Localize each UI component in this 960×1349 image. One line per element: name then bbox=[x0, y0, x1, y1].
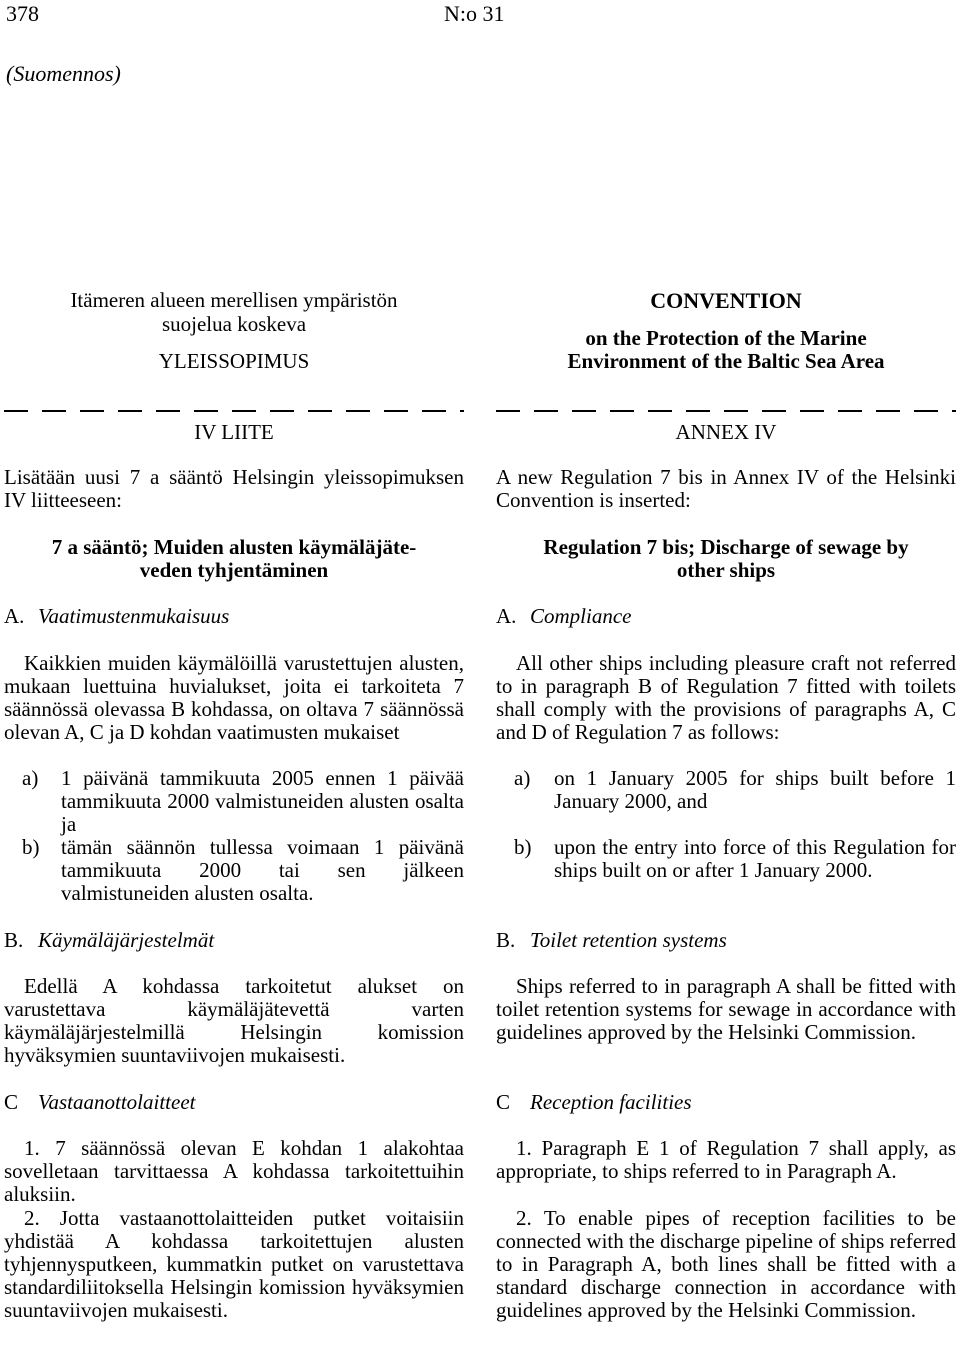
right-section-b-heading bbox=[496, 929, 956, 952]
left-section-c-para2: 2. Jotta vastaanottolaitteiden putket voitaisiin yhdistää A kohdassa tarkoitettujen alusten tyhjennysputkeen, kummatkin putket on varustettava standardiliitoksella Helsingin komission hyväksymien suuntaviivojen mukaisesti. bbox=[4, 1206, 464, 1322]
right-annex-heading: ANNEX IV bbox=[675, 420, 777, 444]
left-section-a-text: Kaikkien muiden käymälöillä varustettujen alusten, mukaan luettuina huvialukset, joita ei tarkoiteta 7 säännössä olevassa B kohdassa, on oltava 7 säännössä olevan A, C ja D kohdan vaatimusten mukaiset bbox=[4, 651, 464, 744]
list-marker: a) bbox=[514, 766, 531, 790]
left-title-line1: Itämeren alueen merellisen ympäristön bbox=[70, 288, 398, 312]
section-letter: A. bbox=[496, 604, 517, 628]
right-section-a-text: All other ships including pleasure craft not referred to in paragraph B of Regulation 7 fitted with toilets shall comply with the provisions of paragraphs A, C and D of Regulation 7 as follows: bbox=[496, 651, 956, 744]
left-annex-heading: IV LIITE bbox=[194, 420, 274, 444]
section-letter: C bbox=[4, 1090, 19, 1114]
left-intro: Lisätään uusi 7 a sääntö Helsingin yleissopimuksen IV liitteeseen: bbox=[4, 465, 464, 512]
right-title-line1: CONVENTION bbox=[650, 288, 802, 313]
section-title: Reception facilities bbox=[530, 1090, 692, 1114]
section-letter: B. bbox=[4, 928, 24, 952]
left-section-a-heading bbox=[4, 605, 464, 628]
list-marker: b) bbox=[22, 835, 40, 859]
left-section-c-para1: 1. 7 säännössä olevan E kohdan 1 alakohtaa sovelletaan tarvittaessa A kohdassa tarkoitettuihin aluksiin. bbox=[4, 1136, 464, 1206]
list-text: upon the entry into force of this Regulation for ships built on or after 1 January 2000. bbox=[554, 835, 956, 882]
section-letter: A. bbox=[4, 604, 25, 628]
section-letter: C bbox=[496, 1090, 511, 1114]
section-title: Vastaanottolaitteet bbox=[38, 1090, 196, 1114]
section-title: Toilet retention systems bbox=[530, 928, 727, 952]
left-section-c-heading bbox=[4, 1091, 464, 1114]
section-title: Käymäläjärjestelmät bbox=[38, 928, 215, 952]
left-regulation-title-l2: veden tyhjentäminen bbox=[139, 558, 329, 582]
left-regulation-title-l1: 7 a sääntö; Muiden alusten käymäläjäte- bbox=[51, 535, 417, 559]
list-text: on 1 January 2005 for ships built before 1 January 2000, and bbox=[554, 766, 956, 813]
issue-number: N:o 31 bbox=[444, 1, 505, 26]
right-section-c-para1: 1. Paragraph E 1 of Regulation 7 shall apply, as appropriate, to ships referred to in Paragraph A. bbox=[496, 1136, 956, 1183]
right-regulation-title-l1: Regulation 7 bis; Discharge of sewage by bbox=[543, 535, 909, 559]
list-text: 1 päivänä tammikuuta 2005 ennen 1 päivää tammikuuta 2000 valmistuneiden alusten osalta ja bbox=[61, 766, 464, 836]
page-number: 378 bbox=[6, 1, 39, 26]
section-title: Vaatimustenmukaisuus bbox=[38, 604, 230, 628]
left-section-b-heading bbox=[4, 929, 464, 952]
translation-note: (Suomennos) bbox=[6, 61, 121, 86]
right-dashed-rule bbox=[496, 400, 956, 412]
right-section-b-text: Ships referred to in paragraph A shall be fitted with toilet retention systems for sewage in accordance with guidelines approved by the Helsinki Commission. bbox=[496, 974, 956, 1044]
left-title-line2: suojelua koskeva bbox=[161, 312, 307, 336]
right-intro: A new Regulation 7 bis in Annex IV of the Helsinki Convention is inserted: bbox=[496, 465, 956, 512]
list-marker: a) bbox=[22, 766, 39, 790]
right-section-a-heading bbox=[496, 605, 956, 628]
section-title: Compliance bbox=[530, 604, 632, 628]
left-section-b-text: Edellä A kohdassa tarkoitetut alukset on varustettava käymäläjätevettä varten käymäläjärjestelmillä Helsingin komission hyväksymien suuntaviivojen mukaisesti. bbox=[4, 974, 464, 1067]
list-marker: b) bbox=[514, 835, 532, 859]
right-section-c-heading bbox=[496, 1091, 956, 1114]
list-text: tämän säännön tullessa voimaan 1 päivänä tammikuuta 2000 tai sen jälkeen valmistuneiden alusten osalta. bbox=[61, 835, 464, 905]
right-title-line3: Environment of the Baltic Sea Area bbox=[567, 349, 885, 373]
right-regulation-title-l2: other ships bbox=[676, 558, 776, 582]
right-title-line2: on the Protection of the Marine bbox=[585, 326, 867, 350]
section-letter: B. bbox=[496, 928, 516, 952]
left-dashed-rule bbox=[4, 400, 464, 412]
right-section-c-para2: 2. To enable pipes of reception facilities to be connected with the discharge pipeline of ships referred to in Paragraph A, both lines shall be fitted with a standard discharge connection in accordance with guidelines approved by the Helsinki Commission. bbox=[496, 1206, 956, 1322]
left-title-line3: YLEISSOPIMUS bbox=[158, 349, 310, 373]
